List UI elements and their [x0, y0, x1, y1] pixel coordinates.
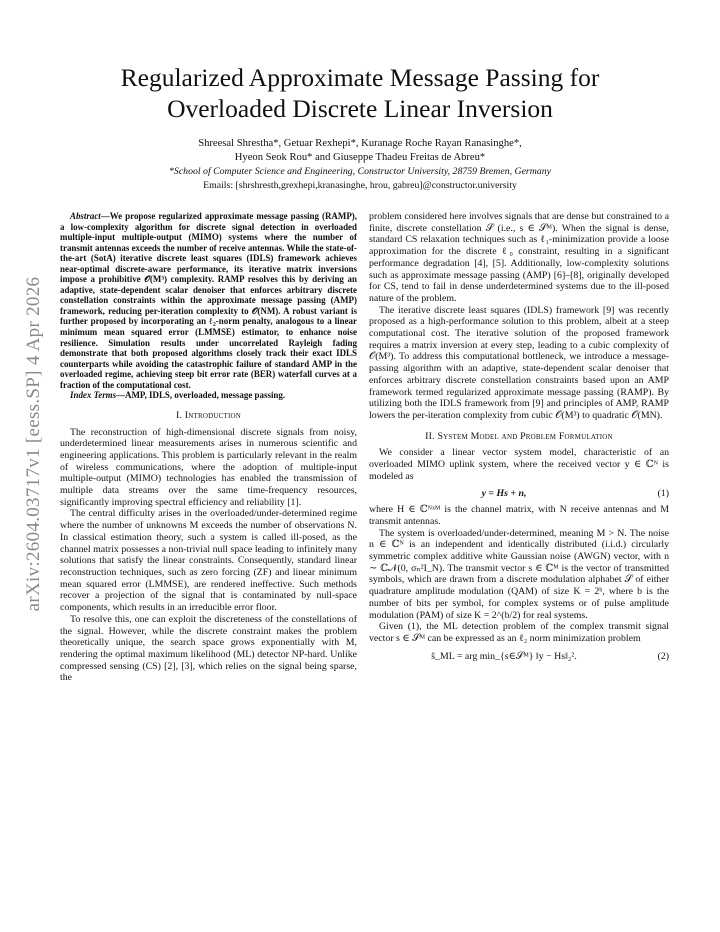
equation-2-body: ŝ_ML = arg min_{s∈𝒮ᴹ} ‖y − Hs‖₂².: [431, 650, 577, 662]
abstract-label: Abstract: [70, 211, 101, 221]
title-line-1: Regularized Approximate Message Passing for: [120, 63, 600, 92]
intro-paragraph-2: The central difficulty arises in the overloaded/under-determined regime where the number of unknowns M exceeds the number of observations N. In classical estimation theory, such a system is called ill-posed, as the channel matrix possesses a non-trivial null space leading to infinitely many solutions that satisfy the linear constraints. Consequently, standard linear reconstruction techniques, such as zero forcing (ZF) and linear minimum mean squared error (LMMSE), are rendered ineffective. Such methods recover a projection of the signal that is contaminated by null-space components, which results in an irreducible error floor.: [60, 508, 357, 614]
intro-paragraph-1: The reconstruction of high-dimensional discrete signals from noisy, underdetermined linear measurements arises in numerous scientific and engineering applications. This problem is particularly relevant in the realm of wireless communications, where the adoption of multiple-input multiple-output (MIMO) technologies has enabled the transmission of multiple data streams over the same time-frequency resources, significantly improving spectral efficiency and reliability [1].: [60, 426, 357, 508]
equation-1-number: (1): [657, 488, 669, 500]
intro-paragraph-3: To resolve this, one can exploit the discreteness of the constellations of the signal. However, while the discrete constraint makes the problem theoretically unique, the search space grows exponentially with M, rendering the optimal maximum likelihood (ML) detector NP-hard. Unlike compressed sensing (CS) [2], [3], which relies on the signal being sparse, the: [60, 613, 357, 684]
intro-paragraph-4: problem considered here involves signals that are dense but constrained to a finite, discrete constellation 𝒮 (i.e., s ∈ 𝒮ᴹ). When the signal is dense, standard CS relaxation techniques such as ℓ₁-minimization provide a loose approximation for the discrete ℓ₀ constraint, resulting in a significant performance degradation [4], [5]. Additionally, low-complexity solutions such as approximate message passing (AMP) [6]–[8], originally developed for CS, tend to fail in dense underdetermined systems due to the ill-posed nature of the problem.: [369, 211, 669, 304]
index-terms-text: —AMP, IDLS, overloaded, message passing.: [116, 390, 286, 401]
author-block: [60, 137, 660, 193]
equation-1-body: y = Hs + n,: [481, 488, 527, 500]
equation-1: [369, 488, 669, 500]
title-line-2: Overloaded Discrete Linear Inversion: [167, 94, 553, 123]
intro-paragraph-5: The iterative discrete least squares (IDLS) framework [9] was recently proposed as a high-performance solution to this problem, albeit at a steep computational cost. The iterative solution of the proposed framework requires a matrix inversion at every step, leading to a cubic complexity of 𝒪(M³). To address this computational bottleneck, we introduce a message-passing algorithm with an adaptive, state-dependent scalar denoiser that enforces arbitrary discrete constellation constraints based upon an AMP framework termed regularized approximate message passing (RAMP). By utilizing both the IDLS framework from [9] and principles of AMP, RAMP lowers the per-iteration complexity from cubic 𝒪(M³) to quadratic 𝒪(MN).: [369, 304, 669, 421]
authors-line-1: Shreesal Shrestha*, Getuar Rexhepi*, Kuranage Roche Rayan Ranasinghe*,: [198, 138, 522, 149]
author-emails: Emails: [shrshresth,grexhepi,kranasinghe, hrou, gabreu]@constructor.university: [203, 180, 517, 191]
affiliation: *School of Computer Science and Engineering, Constructor University, 28759 Bremen, Germany: [169, 166, 551, 177]
system-model-paragraph-3: The system is overloaded/under-determined, meaning M > N. The noise n ∈ ℂᴺ is an independent and identically distributed (i.i.d.) circularly symmetric complex additive white Gaussian noise (AWGN) vector, with n ∼ ℂ𝒩(0, σₙ²I_N). The transmit vector s ∈ ℂᴹ is the vector of transmitted symbols, which are drawn from a discrete modulation alphabet 𝒮 of either quadrature amplitude modulation (QAM) of size K = 2ᵇ, where b is the number of bits per symbol, for complex systems or of pulse amplitude modulation (PAM) of size K = 2^(b/2) for real systems.: [369, 527, 669, 621]
arxiv-watermark: [14, 244, 54, 644]
equation-2: [369, 651, 669, 663]
abstract: [60, 211, 357, 390]
abstract-text: —We propose regularized approximate message passing (RAMP), a low-complexity algorithm for discrete signal detection in overloaded multiple-input multiple-output (MIMO) systems where the number of transmit antennas exceeds the number of receive antennas. While the state-of-the-art (SotA) iterative discrete least squares (IDLS) framework achieves near-optimal discrete-aware performance, its iterative matrix inversions impose a prohibitive 𝒪(M³) complexity. RAMP resolves this by deriving an adaptive, state-dependent scalar denoiser that enforces arbitrary discrete constellation constraints within the approximate message passing (AMP) framework, reducing per-iteration complexity to 𝒪(NM). A robust variant is further proposed by incorporating an ℓ₂-norm penalty, analogous to a linear minimum mean squared error (LMMSE) estimator, to enhance noise resilience. Simulation results under uncorrelated Rayleigh fading demonstrate that both proposed algorithms closely track their exact IDLS counterparts while avoiding the catastrophic failure of standard AMP in the overloaded regime, achieving steep bit error rate (BER) waterfall curves at a fraction of the computational cost.: [60, 211, 357, 390]
equation-2-number: (2): [657, 650, 669, 662]
paper-title: [60, 62, 660, 124]
index-terms: [60, 390, 357, 401]
index-terms-label: Index Terms: [70, 390, 117, 401]
section-heading-system-model: II. System Model and Problem Formulation: [425, 430, 613, 442]
system-model-paragraph-2: where H ∈ ℂᴺˣᴹ is the channel matrix, with N receive antennas and M transmit antennas.: [369, 504, 669, 527]
right-column: [369, 211, 669, 666]
system-model-paragraph-4: Given (1), the ML detection problem of the complex transmit signal vector s ∈ 𝒮ᴹ can be expressed as an ℓ₂ norm minimization problem: [369, 621, 669, 644]
system-model-paragraph-1: We consider a linear vector system model, characteristic of an overloaded MIMO uplink system, where the received vector y ∈ ℂᴺ is modeled as: [369, 447, 669, 482]
arxiv-identifier: arXiv:2604.03717v1 [eess.SP] 4 Apr 2026: [23, 276, 44, 612]
left-column: [60, 211, 357, 684]
authors-line-2: Hyeon Seok Rou* and Giuseppe Thadeu Freitas de Abreu*: [234, 152, 486, 163]
section-heading-introduction: I. Introduction: [175, 409, 242, 421]
